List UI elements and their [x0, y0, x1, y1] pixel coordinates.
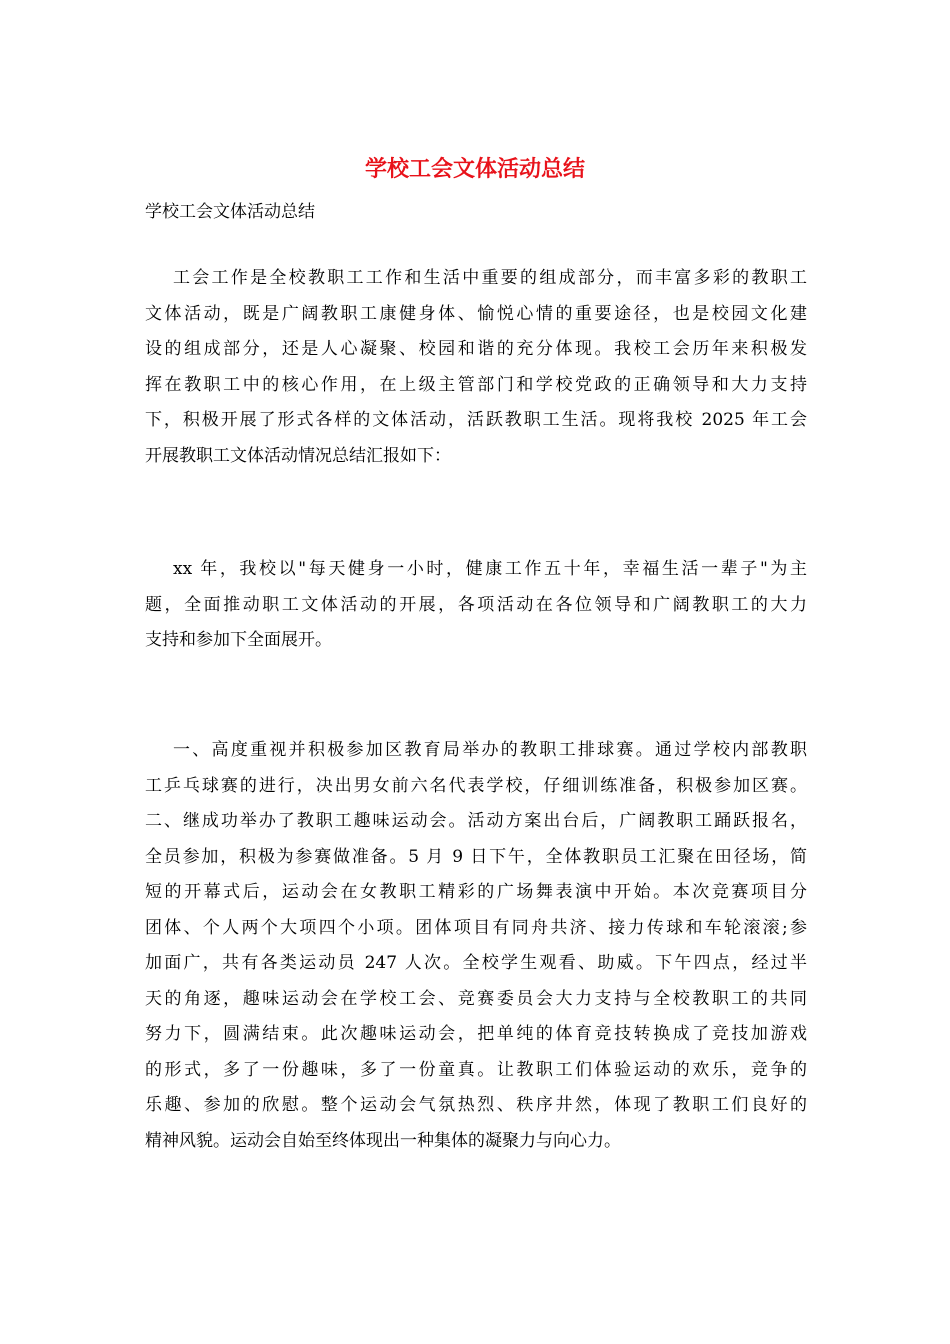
document-subtitle: 学校工会文体活动总结: [145, 202, 315, 222]
paragraph-line: 精神风貌。运动会自始至终体现出一种集体的凝聚力与向心力。: [145, 1130, 621, 1151]
document-title: 学校工会文体活动总结: [364, 156, 585, 182]
paragraph-line: 全员参加，积极为参赛做准备。5 月 9 日下午，全体教职员工汇聚在田径场，简: [145, 846, 807, 867]
paragraph-theme: [145, 552, 807, 659]
paragraph-line: 下，积极开展了形式各样的文体活动，活跃教职工生活。现将我校 2025 年工会: [145, 410, 807, 430]
paragraph-line: 短的开幕式后，运动会在女教职工精彩的广场舞表演中开始。本次竞赛项目分: [145, 882, 807, 902]
paragraph-line: 天的角逐，趣味运动会在学校工会、竞赛委员会大力支持与全校教职工的共同: [145, 988, 807, 1009]
paragraph-line: xx 年，我校以"每天健身一小时，健康工作五十年，幸福生活一辈子"为主: [173, 559, 807, 579]
paragraph-line: 加面广，共有各类运动员 247 人次。全校学生观看、助威。下午四点，经过半: [145, 953, 807, 973]
paragraph-intro: [145, 261, 807, 474]
paragraph-line: 题，全面推动职工文体活动的开展，各项活动在各位领导和广阔教职工的大力: [145, 594, 807, 615]
paragraph-line: 的形式，多了一份趣味，多了一份童真。让教职工们体验运动的欢乐，竞争的: [145, 1059, 807, 1080]
paragraph-line: 工乒乓球赛的进行，决出男女前六名代表学校，仔细训练准备，积极参加区赛。: [145, 775, 807, 796]
paragraph-line: 乐趣、参加的欣慰。整个运动会气氛热烈、秩序井然，体现了教职工们良好的: [145, 1095, 807, 1115]
paragraph-line: 支持和参加下全面展开。: [145, 630, 332, 650]
paragraph-line: 努力下，圆满结束。此次趣味运动会，把单纯的体育竞技转换成了竞技加游戏: [145, 1024, 807, 1044]
paragraph-line: 开展教职工文体活动情况总结汇报如下：: [145, 445, 451, 466]
paragraph-line: 二、继成功举办了教职工趣味运动会。活动方案出台后，广阔教职工踊跃报名，: [145, 811, 807, 831]
paragraph-line: 文体活动，既是广阔教职工康健身体、愉悦心情的重要途径，也是校园文化建: [145, 303, 807, 324]
paragraph-line: 挥在教职工中的核心作用，在上级主管部门和学校党政的正确领导和大力支持: [145, 374, 807, 395]
paragraph-line: 设的组成部分，还是人心凝聚、校园和谐的充分体现。我校工会历年来积极发: [145, 339, 807, 359]
paragraph-line: 工会工作是全校教职工工作和生活中重要的组成部分，而丰富多彩的教职工: [173, 268, 807, 288]
paragraph-activities: [145, 733, 807, 1159]
paragraph-line: 团体、个人两个大项四个小项。团体项目有同舟共济、接力传球和车轮滚滚;参: [145, 917, 807, 938]
paragraph-line: 一、高度重视并积极参加区教育局举办的教职工排球赛。通过学校内部教职: [173, 740, 807, 760]
